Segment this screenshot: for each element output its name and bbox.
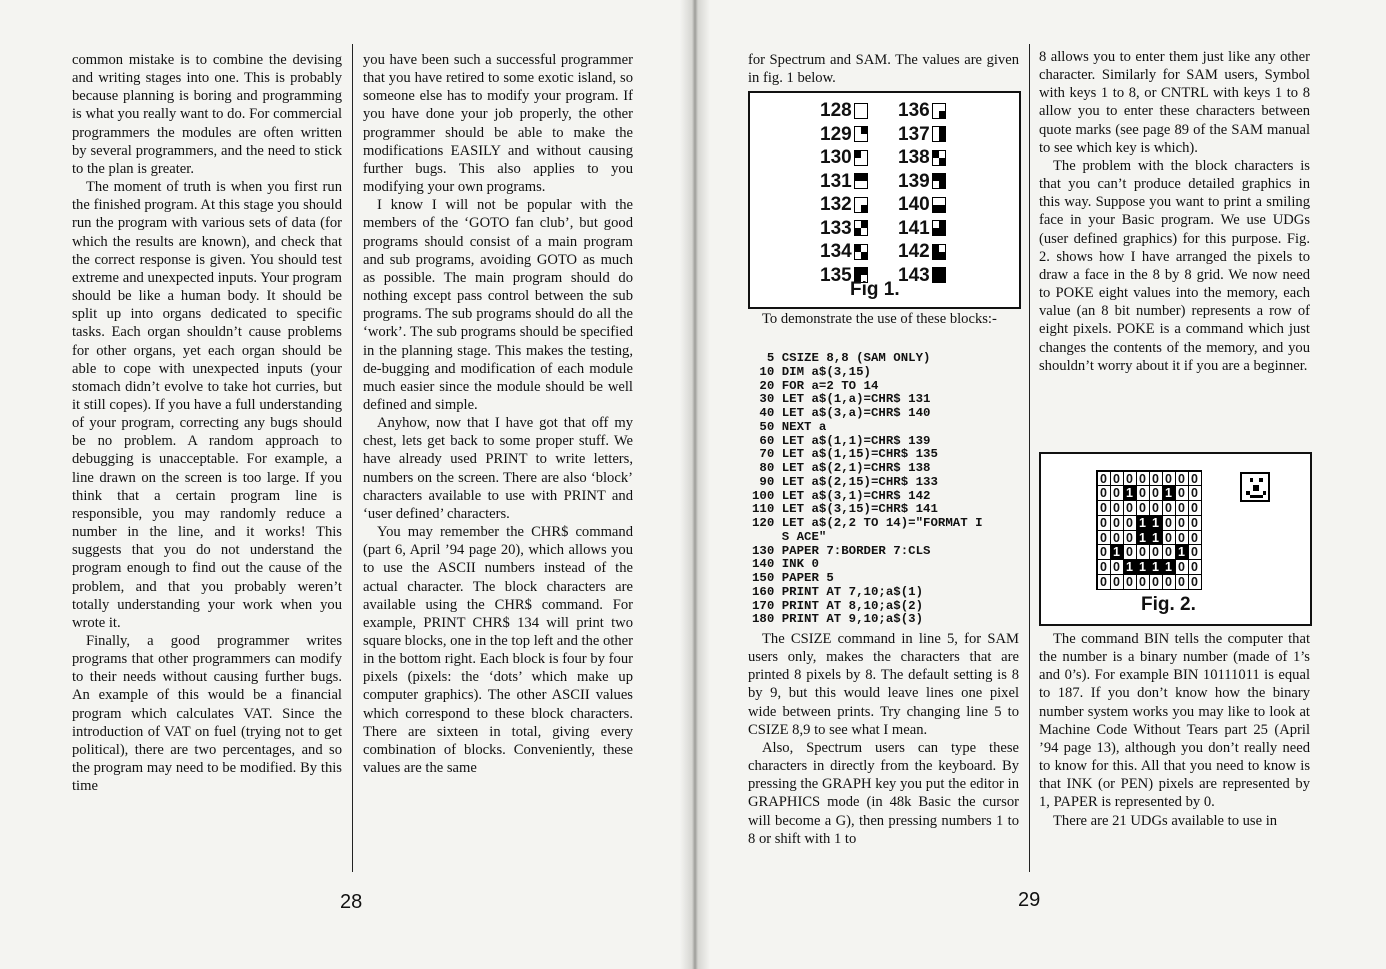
pixel-cell: 0 (1175, 574, 1189, 590)
pixel-cell: 1 (1136, 559, 1150, 575)
block-char-entry (898, 172, 976, 191)
pixel-cell: 0 (1136, 544, 1150, 560)
char-code: 140 (898, 194, 930, 215)
paragraph: To demonstrate the use of these blocks:- (762, 311, 997, 327)
pixel-cell: 0 (1110, 500, 1124, 516)
pixel-cell: 0 (1097, 471, 1111, 487)
paragraph: for Spectrum and SAM. The values are given in fig. 1 below. (748, 52, 1019, 87)
right-column-2-continued (1039, 630, 1310, 830)
pixel-cell: 0 (1162, 544, 1176, 560)
pixel-cell: 0 (1175, 559, 1189, 575)
code-line: 40 LET a$(3,a)=CHR$ 140 (752, 406, 931, 420)
paragraph: There are 21 UDGs available to use in (1053, 812, 1278, 829)
block-glyph-icon (932, 244, 946, 260)
pixel-cell: 0 (1149, 544, 1163, 560)
paragraph: The problem with the block characters is that you can’t produce detailed graphics in this way. Suppose you want to print a smiling face in your Basic program. We use UDGs (user defined graphics) for this purpose. Fig. 2. shows how I have arranged the pixels to draw a face in the 8 by 8 grid. We now need to POKE eight values into the memory, each value (an 8 bit number) represents a row of eight pixels. POKE is a command which just changes the contents of the memory, and you shouldn’t worry about it if you are a beginner. (1039, 157, 1310, 374)
code-line: 170 PRINT AT 8,10;a$(2) (752, 598, 924, 613)
pixel-cell: 0 (1175, 471, 1189, 487)
pixel-cell: 0 (1123, 530, 1137, 546)
right-page (700, 0, 1386, 969)
code-line: 60 LET a$(1,1)=CHR$ 139 (752, 433, 931, 448)
pixel-cell: 0 (1188, 574, 1202, 590)
block-char-entry (898, 125, 976, 144)
figure-caption: Fig. 2. (1141, 594, 1196, 615)
char-code: 131 (820, 170, 852, 192)
pixel-cell: 1 (1149, 530, 1163, 546)
right-column-2 (1039, 48, 1310, 375)
code-line: 90 LET a$(2,15)=CHR$ 133 (752, 474, 938, 489)
block-glyph-icon (932, 173, 946, 189)
demo-intro (748, 310, 1019, 328)
pixel-cell: 0 (1188, 530, 1202, 546)
pixel-cell: 1 (1162, 485, 1176, 501)
char-code: 133 (820, 217, 852, 239)
block-glyph-icon (854, 103, 868, 119)
char-code: 138 (898, 147, 930, 168)
block-char-entry (898, 101, 976, 120)
block-char-entry (820, 172, 898, 191)
block-char-entry (898, 242, 976, 261)
pixel-cell: 0 (1162, 515, 1176, 531)
pixel-cell: 0 (1136, 485, 1150, 501)
pixel-cell: 0 (1097, 500, 1111, 516)
block-char-entry (898, 148, 976, 167)
char-code: 130 (820, 147, 852, 168)
pixel-cell: 0 (1123, 500, 1137, 516)
code-line: 110 LET a$(3,15)=CHR$ 141 (752, 502, 938, 517)
pixel-cell: 0 (1149, 471, 1163, 487)
block-glyph-icon (854, 173, 868, 189)
right-column-1-continued (748, 630, 1019, 848)
pixel-cell: 0 (1136, 471, 1150, 487)
pixel-cell: 0 (1123, 544, 1137, 560)
pixel-cell: 0 (1162, 574, 1176, 590)
block-glyph-icon (854, 197, 868, 213)
pixel-cell: 0 (1149, 500, 1163, 516)
pixel-cell: 0 (1123, 471, 1137, 487)
pixel-cell: 0 (1136, 574, 1150, 590)
char-code: 128 (820, 100, 852, 121)
pixel-cell: 0 (1188, 471, 1202, 487)
code-line: 5 CSIZE 8,8 (SAM ONLY) (752, 351, 931, 365)
char-code: 143 (898, 264, 930, 286)
pixel-cell: 0 (1175, 500, 1189, 516)
paragraph: The command BIN tells the computer that the number is a binary number (made of 1’s and 0’s). For example BIN 10111011 is equal to 187. If you don’t know how the binary number system works you may like to look at Machine Code Without Tears part 25 (April ’94 page 13), although you don’t really need to know for this. All that you need to know is that INK (or PEN) pixels are represented by 1, PAPER is represented by 0. (1039, 631, 1310, 811)
block-glyph-icon (854, 126, 868, 142)
pixel-cell: 0 (1097, 515, 1111, 531)
pixel-cell: 0 (1175, 515, 1189, 531)
pixel-grid (1096, 470, 1202, 590)
pixel-cell: 0 (1110, 559, 1124, 575)
paragraph: I know I will not be popular with the members of the ‘GOTO fan club’, but good programs should consist of a main program and sub programs, avoiding GOTO as much as possible. The main program should do nothing except pass control between the sub programs. The sub programs should do all the ‘work’. The sub programs should be specified in the planning stage. This makes the testing, de-bugging and modification of each module much easier since the module should be well defined and simple. (363, 197, 633, 413)
char-code: 136 (898, 100, 930, 121)
block-glyph-icon (932, 267, 946, 283)
pixel-cell: 0 (1188, 485, 1202, 501)
pixel-cell: 1 (1110, 544, 1124, 560)
pixel-cell: 1 (1149, 559, 1163, 575)
code-line: 20 FOR a=2 TO 14 (752, 378, 879, 393)
block-glyph-icon (854, 244, 868, 260)
pixel-cell: 0 (1162, 471, 1176, 487)
block-glyph-icon (932, 220, 946, 236)
code-line: 140 INK 0 (752, 557, 819, 572)
pixel-cell: 1 (1136, 530, 1150, 546)
paragraph: Anyhow, now that I have got that off my chest, lets get back to some proper stuff. We have already used PRINT to write letters, numbers on the screen. There are also ‘block’ characters available to use with PRINT and ‘user defined’ characters. (363, 415, 633, 522)
code-line: 130 PAPER 7:BORDER 7:CLS (752, 543, 931, 558)
pixel-cell: 0 (1110, 471, 1124, 487)
code-line: 80 LET a$(2,1)=CHR$ 138 (752, 461, 931, 475)
pixel-cell: 0 (1097, 544, 1111, 560)
pixel-cell: 0 (1097, 574, 1111, 590)
pixel-cell: 0 (1123, 515, 1137, 531)
paragraph: You may remember the CHR$ command (part 6, April ’94 page 20), which allows you to use the ASCII numbers instead of the actual character. The block characters are available using the CHR$ command. For example, PRINT CHR$ 134 will print two square blocks, one in the top left and the other in the bottom right. Each block is four by four pixels (pixels: the ‘dots’ which make up computer graphics). The other ASCII values which correspond to these block characters. There are sixteen in total, giving every combination of blocks. Conveniently, these values are the same (363, 524, 633, 777)
char-code: 129 (820, 123, 852, 145)
code-line: 180 PRINT AT 9,10;a$(3) (752, 612, 924, 627)
column-divider (352, 44, 353, 872)
code-line: S ACE" (752, 529, 827, 544)
block-glyph-icon (854, 150, 868, 166)
block-glyph-icon (932, 126, 946, 142)
pixel-cell: 0 (1110, 485, 1124, 501)
pixel-cell: 1 (1149, 515, 1163, 531)
block-glyph-icon (932, 197, 946, 213)
block-glyph-icon (854, 220, 868, 236)
column-divider (1029, 44, 1030, 872)
smiley-face-icon (1240, 472, 1270, 502)
pixel-cell: 0 (1136, 500, 1150, 516)
paragraph: The CSIZE command in line 5, for SAM users only, makes the characters that are printed 8 pixels by 8. The default setting is 8 by 9, but this would leave lines one pixel wide between prints. Try changing line 5 to CSIZE 8,9 to see what I mean. (748, 631, 1019, 738)
block-character-table (820, 101, 980, 285)
block-glyph-icon (932, 150, 946, 166)
pixel-cell: 0 (1110, 530, 1124, 546)
block-char-entry (820, 219, 898, 238)
pixel-cell: 1 (1123, 485, 1137, 501)
left-column-1 (72, 51, 342, 795)
block-char-entry (820, 195, 898, 214)
paragraph: common mistake is to combine the devising and writing stages into one. This is probably because planning is boring and programming is what you really want to do. For commercial programmers the modules are often written by several programmers, and the need to stick to the plan is greater. (72, 52, 342, 177)
pixel-cell: 0 (1123, 574, 1137, 590)
block-char-entry (898, 219, 976, 238)
block-char-entry (898, 266, 976, 285)
left-column-2 (363, 51, 633, 777)
pixel-cell: 0 (1188, 515, 1202, 531)
paragraph: 8 allows you to enter them just like any other character. Similarly for SAM users, Symbol with keys 1 to 8, or CNTRL with keys 1 to 8 allow you to enter these characters between quote marks (see page 89 of the SAM manual to see which key is which). (1039, 49, 1310, 156)
pixel-cell: 0 (1162, 500, 1176, 516)
page-number: 29 (1018, 889, 1041, 911)
paragraph: The moment of truth is when you first run the finished program. At this stage you should run the program with various sets of data (for which the results are known), and check that the correct response is given. You should test extreme and unexpected inputs. Your program should be like a human body. It should be split up into organs dedicated to specific tasks. Each organ shouldn’t cause problems for other organs, yet each organ should be able to cope with unexpected inputs (your stomach didn’t evolve to take hot curries, but it still copes). If you have a full understanding of your program, correcting any bugs should be no problem. A random approach to debugging is unacceptable. For example, a line drawn on the screen is too large. If you think that a certain program line is responsible, you may randomly reduce a number in the line, and it works! This suggests that you do not understand the program enough to find out the cause of the problem, and that you probably weren’t totally understanding your work when you wrote it. (72, 179, 342, 631)
code-line: 120 LET a$(2,2 TO 14)="FORMAT I (752, 516, 983, 530)
paragraph: Finally, a good programmer writes programs that other programmers can modify to their needs without causing further bugs. An example of this would be a financial program which calculates VAT. Since the introduction of VAT on fuel (trying not to get political), there are two percentages, and so the program may need to be modified. By this time (72, 633, 342, 795)
block-glyph-icon (932, 103, 946, 119)
code-line: 10 DIM a$(3,15) (752, 364, 871, 379)
code-line: 70 LET a$(1,15)=CHR$ 135 (752, 447, 938, 462)
pixel-cell: 0 (1188, 559, 1202, 575)
pixel-cell: 0 (1110, 574, 1124, 590)
pixel-cell: 0 (1175, 485, 1189, 501)
char-code: 139 (898, 170, 930, 192)
char-code: 132 (820, 194, 852, 215)
paragraph: you have been such a successful programmer that you have retired to some exotic island, so someone else has to modify your program. If you have done your job properly, the other programmer should be able to make the modifications EASILY and without causing further bugs. This also applies to you modifying your own programs. (363, 52, 633, 196)
left-page (0, 0, 690, 969)
block-char-entry (820, 148, 898, 167)
paragraph: Also, Spectrum users can type these characters in directly from the keyboard. By pressing the GRAPH key you put the editor in GRAPHICS mode (in 48k Basic the cursor will become a G), then pressing numbers 1 to 8 or shift with 1 to (748, 739, 1019, 847)
basic-code-listing (752, 352, 983, 627)
pixel-cell: 1 (1123, 559, 1137, 575)
char-code: 137 (898, 123, 930, 145)
block-char-entry (898, 195, 976, 214)
figure-caption: Fig 1. (850, 279, 900, 300)
pixel-cell: 1 (1136, 515, 1150, 531)
pixel-cell: 0 (1188, 500, 1202, 516)
block-char-entry (820, 125, 898, 144)
char-code: 141 (898, 217, 930, 239)
pixel-cell: 1 (1175, 544, 1189, 560)
char-code: 142 (898, 241, 930, 262)
code-line: 100 LET a$(3,1)=CHR$ 142 (752, 488, 931, 503)
pixel-cell: 0 (1097, 485, 1111, 501)
char-code: 135 (820, 264, 852, 286)
figure-1-block-characters (748, 91, 1021, 309)
right-column-1 (748, 51, 1019, 87)
pixel-cell: 0 (1110, 515, 1124, 531)
pixel-cell: 0 (1188, 544, 1202, 560)
pixel-cell: 1 (1162, 559, 1176, 575)
block-char-entry (820, 101, 898, 120)
pixel-cell: 0 (1162, 530, 1176, 546)
block-char-entry (820, 242, 898, 261)
pixel-cell: 0 (1097, 559, 1111, 575)
code-line: 50 NEXT a (752, 419, 827, 434)
char-code: 134 (820, 241, 852, 262)
figure-2-udg-grid (1039, 452, 1312, 626)
pixel-cell: 0 (1149, 485, 1163, 501)
code-line: 160 PRINT AT 7,10;a$(1) (752, 584, 924, 599)
pixel-cell: 0 (1175, 530, 1189, 546)
pixel-cell: 0 (1149, 574, 1163, 590)
code-line: 150 PAPER 5 (752, 571, 834, 585)
page-number: 28 (340, 891, 363, 913)
code-line: 30 LET a$(1,a)=CHR$ 131 (752, 392, 931, 407)
pixel-cell: 0 (1097, 530, 1111, 546)
